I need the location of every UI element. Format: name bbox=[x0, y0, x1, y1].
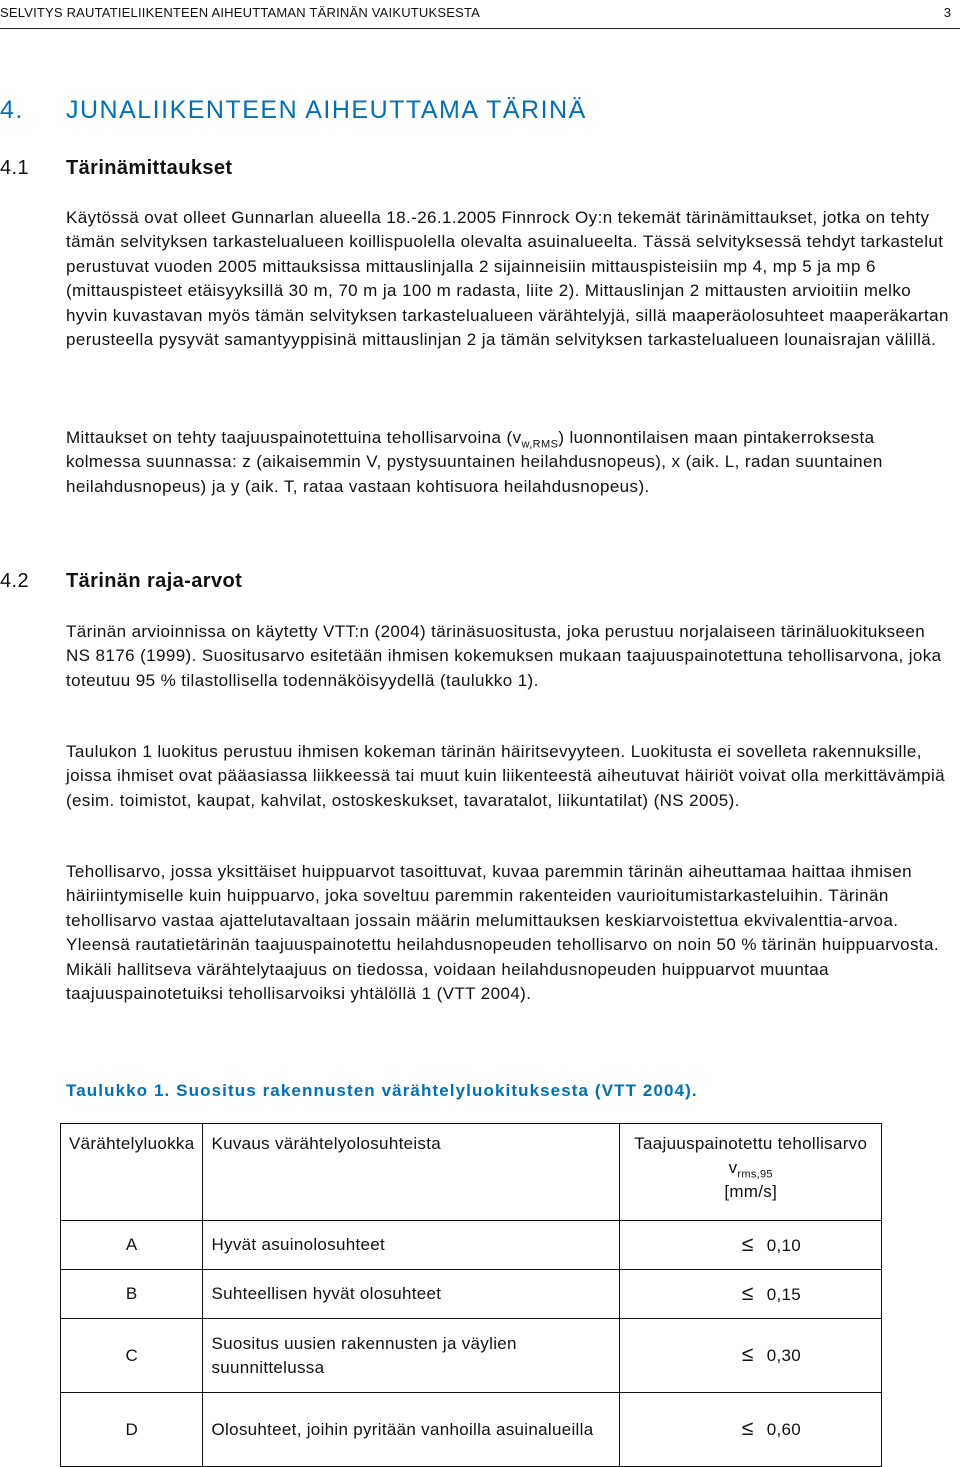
cell-class: B bbox=[61, 1270, 203, 1319]
running-header bbox=[0, 0, 960, 29]
chapter-title: JUNALIIKENTEEN AIHEUTTAMA TÄRINÄ bbox=[66, 96, 587, 124]
less-or-equal-icon: ≤ bbox=[741, 1232, 754, 1256]
vibration-class-table bbox=[60, 1123, 882, 1467]
cell-value-number: 0,60 bbox=[766, 1420, 801, 1439]
section-number: 4.2 bbox=[0, 570, 30, 592]
cell-value-number: 0,10 bbox=[766, 1235, 801, 1255]
cell-description: Olosuhteet, joihin pyritään vanhoilla asuinalueilla bbox=[203, 1393, 620, 1467]
cell-class: D bbox=[61, 1393, 203, 1467]
cell-value bbox=[620, 1270, 882, 1319]
cell-class: C bbox=[61, 1319, 203, 1393]
table-row bbox=[61, 1319, 882, 1393]
cell-description: Suositus uusien rakennusten ja väylien suunnittelussa bbox=[203, 1319, 620, 1393]
cell-value bbox=[620, 1221, 882, 1270]
cell-description: Suhteellisen hyvät olosuhteet bbox=[203, 1270, 620, 1319]
paragraph: Käytössä ovat olleet Gunnarlan alueella 18.-26.1.2005 Finnrock Oy:n tekemät tärinämittaukset, jotka on tehty tämän selvityksen tarkastelualueen koillispuolella olevalta asuinalueelta. Tässä selvityksessä tehdyt tarkastelut perustuvat vuoden 2005 mittauksissa mittauslinjalla 2 sijainneisiin mittauspisteisiin mp 4, mp 5 ja mp 6 (mittauspisteet etäisyyksillä 30 m, 70 m ja 100 m radasta, liite 2). Mittauslinjan 2 mittausten arvioitiin melko hyvin kuvastavan myös tämän selvityksen tarkastelualueen värähtelyjä, sillä maaperäolosuhteet maaperäkartan perusteella pysyvät samantyyppisinä mittauslinjan 2 ja tämän selvityksen tarkastelualueen lounaisrajan välillä. bbox=[66, 208, 949, 350]
symbol-subscript: rms,95 bbox=[737, 1168, 773, 1181]
header-class: Värähtelyluokka bbox=[61, 1124, 203, 1221]
cell-value bbox=[620, 1319, 882, 1393]
paragraph-text: Mittaukset on tehty taajuuspainotettuina tehollisarvoina (v bbox=[66, 428, 522, 447]
less-or-equal-icon: ≤ bbox=[741, 1281, 754, 1305]
paragraph: Taulukon 1 luokitus perustuu ihmisen kokeman tärinän häiritsevyyteen. Luokitusta ei sovelleta rakennuksille, joissa ihmiset ovat pääasiassa liikkeessä tai muut kuin liikenteestä aiheutuvat häiriöt voivat olla merkittävämpiä (esim. toimistot, kaupat, kahvilat, ostoskeskukset, tavaratalot, liikuntatilat) (NS 2005). bbox=[66, 742, 946, 810]
table-header-row bbox=[61, 1124, 882, 1221]
running-header-title: SELVITYS RAUTATIELIIKENTEEN AIHEUTTAMAN TÄRINÄN VAIKUTUKSESTA bbox=[0, 5, 481, 20]
header-value-symbol bbox=[628, 1156, 873, 1180]
cell-description: Hyvät asuinolosuhteet bbox=[203, 1221, 620, 1270]
chapter-heading bbox=[0, 96, 587, 125]
symbol-v: v bbox=[728, 1158, 738, 1177]
cell-value bbox=[620, 1393, 882, 1467]
header-value bbox=[620, 1124, 882, 1221]
table-row bbox=[61, 1270, 882, 1319]
table-row bbox=[61, 1393, 882, 1467]
cell-class: A bbox=[61, 1221, 203, 1270]
subscript: w,RMS bbox=[521, 438, 559, 451]
section-number: 4.1 bbox=[0, 157, 30, 179]
less-or-equal-icon: ≤ bbox=[741, 1343, 754, 1366]
section-title: Tärinämittaukset bbox=[66, 157, 233, 179]
table-row bbox=[61, 1221, 882, 1270]
section-title: Tärinän raja-arvot bbox=[66, 570, 243, 592]
header-value-label: Taajuuspainotettu tehollisarvo bbox=[634, 1134, 868, 1153]
table-caption: Taulukko 1. Suositus rakennusten värähtelyluokituksesta (VTT 2004). bbox=[66, 1081, 698, 1100]
paragraph: Tärinän arvioinnissa on käytetty VTT:n (2004) tärinäsuositusta, joka perustuu norjalaiseen tärinäluokitukseen NS 8176 (1999). Suositusarvo esitetään ihmisen kokemuksen mukaan taajuuspainotettuna tehollisarvona, joka toteutuu 95 % tilastollisella todennäköisyydellä (taulukko 1). bbox=[66, 622, 942, 690]
cell-value-number: 0,15 bbox=[766, 1284, 801, 1304]
chapter-number: 4. bbox=[0, 96, 24, 124]
section-heading-4-1 bbox=[0, 157, 232, 180]
paragraph-measurement-method bbox=[66, 426, 954, 499]
paragraph: Tehollisarvo, jossa yksittäiset huippuarvot tasoittuvat, kuvaa paremmin tärinän aiheuttamaa haittaa ihmisen häiriintymiselle kuin huippuarvo, joka soveltuu paremmin rakenteiden vaurioitumistarkasteluihin. Tärinän tehollisarvo vastaa ajattelutavaltaan jossain määrin melumittauksen keskiarvoistettua ekvivalenttia-arvoa. Yleensä rautatietärinän taajuuspainotettu heilahdusnopeuden tehollisarvo on noin 50 % tärinän huippuarvosta. Mikäli hallitseva värähtelytaajuus on tiedossa, voidaan heilahdusnopeuden huippuarvot muuntaa taajuuspainotetuiksi tehollisarvoiksi yhtälöllä 1 (VTT 2004). bbox=[66, 862, 940, 1004]
header-value-unit: [mm/s] bbox=[724, 1182, 778, 1201]
cell-value-number: 0,30 bbox=[766, 1346, 801, 1365]
paragraph-text: ) luonnontilaisen maan pintakerroksesta kolmessa suunnassa: z (aikaisemmin V, pystysuuntainen heilahdusnopeus), x (aik. L, radan suuntainen heilahdusnopeus) ja y (aik. T, rataa vastaan kohtisuora heilahdusnopeus). bbox=[66, 428, 883, 496]
less-or-equal-icon: ≤ bbox=[741, 1417, 754, 1440]
page-number: 3 bbox=[943, 5, 951, 20]
section-heading-4-2 bbox=[0, 570, 242, 593]
header-description: Kuvaus värähtelyolosuhteista bbox=[203, 1124, 620, 1221]
